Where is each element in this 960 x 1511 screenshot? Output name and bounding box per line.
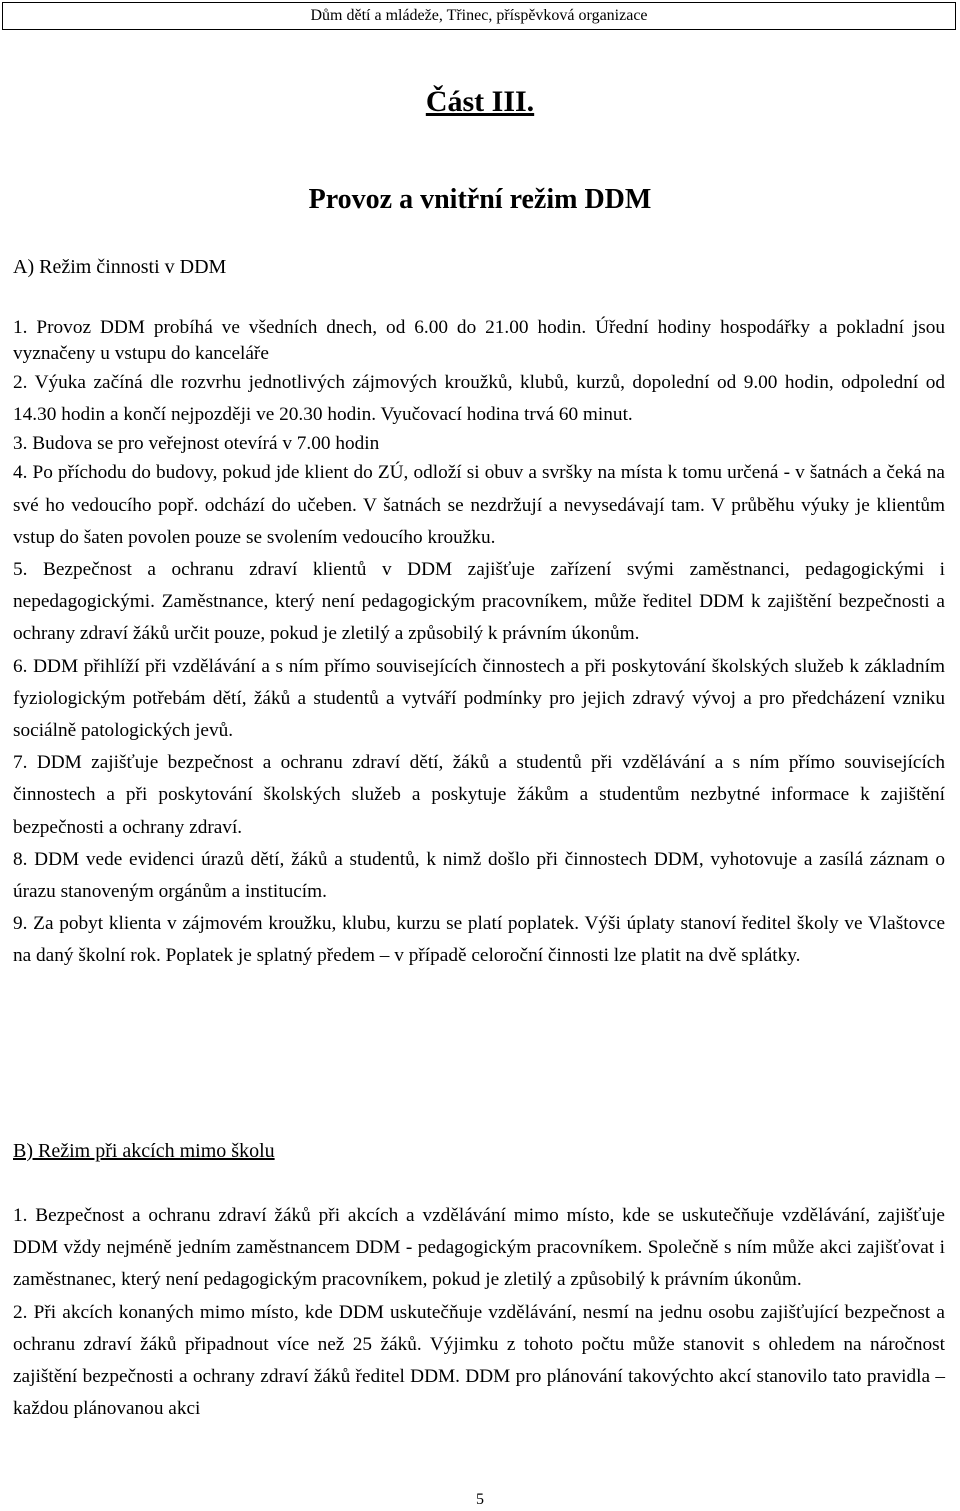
list-item: 4. Po příchodu do budovy, pokud jde klient do ZÚ, odloží si obuv a svršky na místa k tomu určená - v šatnách a čeká na své ho vedoucího popř. odchází do učeben. V šatnách se nezdržují a nevysedávají tam. V průběhu výuky je klientům vstup do šaten povolen pouze se svolením vedoucího kroužku. [13, 462, 945, 548]
list-item: 3. Budova se pro veřejnost otevírá v 7.00 hodin [13, 433, 380, 455]
organization-name: Dům dětí a mládeže, Třinec, příspěvková organizace [310, 7, 648, 24]
list-item: 2. Výuka začíná dle rozvrhu jednotlivých zájmových kroužků, klubů, kurzů, dopolední od 9.00 hodin, odpolední od 14.30 hodin a končí nejpozději ve 20.30 hodin. Vyučovací hodina trvá 60 minut. [13, 372, 945, 426]
main-title: Provoz a vnitřní režim DDM [308, 184, 652, 215]
page-header [2, 2, 956, 30]
list-item: 6. DDM přihlíží při vzdělávání a s ním přímo souvisejících činnostech a při poskytování školských služeb k základním fyziologickým potřebám dětí, žáků a studentů a vytváří podmínky pro jejich zdravý vývoj a pro předcházení vzniku sociálně patologických jevů. [13, 655, 945, 742]
part-title: Část III. [425, 85, 535, 118]
section-a-heading: A) Režim činnosti v DDM [13, 256, 227, 278]
list-item: 8. DDM vede evidenci úrazů dětí, žáků a studentů, k nimž došlo při činnostech DDM, vyhotovuje a zasílá záznam o úrazu stanoveným orgánům a institucím. [13, 848, 945, 903]
list-item: 9. Za pobyt klienta v zájmovém kroužku, klubu, kurzu se platí poplatek. Výši úplaty stanoví ředitel školy ve Vlaštovce na daný školní rok. Poplatek je splatný předem – v případě celoroční činnosti lze platit na dvě splátky. [13, 913, 945, 967]
list-item: 2. Při akcích konaných mimo místo, kde DDM uskutečňuje vzdělávání, nesmí na jednu osobu zajišťující bezpečnost a ochranu zdraví žáků připadnout více než 25 žáků. Výjimku z tohoto počtu může stanovit s ohledem na náročnost zajištění bezpečnosti a ochrany zdraví žáků ředitel DDM. DDM pro plánování takovýchto akcí stanovilo tato pravidla – každou plánovanou akci [13, 1301, 945, 1420]
list-item: 1. Provoz DDM probíhá ve všedních dnech, od 6.00 do 21.00 hodin. Úřední hodiny hospodářky a pokladní jsou vyznačeny u vstupu do kanceláře [13, 317, 945, 364]
list-item: 1. Bezpečnost a ochranu zdraví žáků při akcích a vzdělávání mimo místo, kde se uskutečňuje vzdělávání, zajišťuje DDM vždy nejméně jedním zaměstnancem DDM - pedagogickým pracovníkem. Společně s ním může akci zajišťovat i zaměstnanec, který není pedagogickým pracovníkem, pokud je zletilý a způsobilý k právním úkonům. [13, 1205, 945, 1291]
list-item: 5. Bezpečnost a ochranu zdraví klientů v DDM zajišťuje zařízení svými zaměstnanci, pedagogickými i nepedagogickými. Zaměstnance, který není pedagogickým pracovníkem, může ředitel DDM k zajištění bezpečnosti a ochrany zdraví žáků určit pouze, pokud je zletilý a způsobilý k právním úkonům. [13, 559, 945, 645]
page-number: 5 [476, 1491, 484, 1508]
section-a-content [13, 315, 945, 973]
list-item: 7. DDM zajišťuje bezpečnost a ochranu zdraví dětí, žáků a studentů při vzdělávání a s ním přímo souvisejících činnostech a při poskytování školských služeb a poskytuje žákům a studentům nezbytné informace k zajištění bezpečnosti a ochrany zdraví. [13, 752, 945, 838]
section-b-content [13, 1200, 945, 1425]
section-b-heading: B) Režim při akcích mimo školu [13, 1140, 275, 1162]
